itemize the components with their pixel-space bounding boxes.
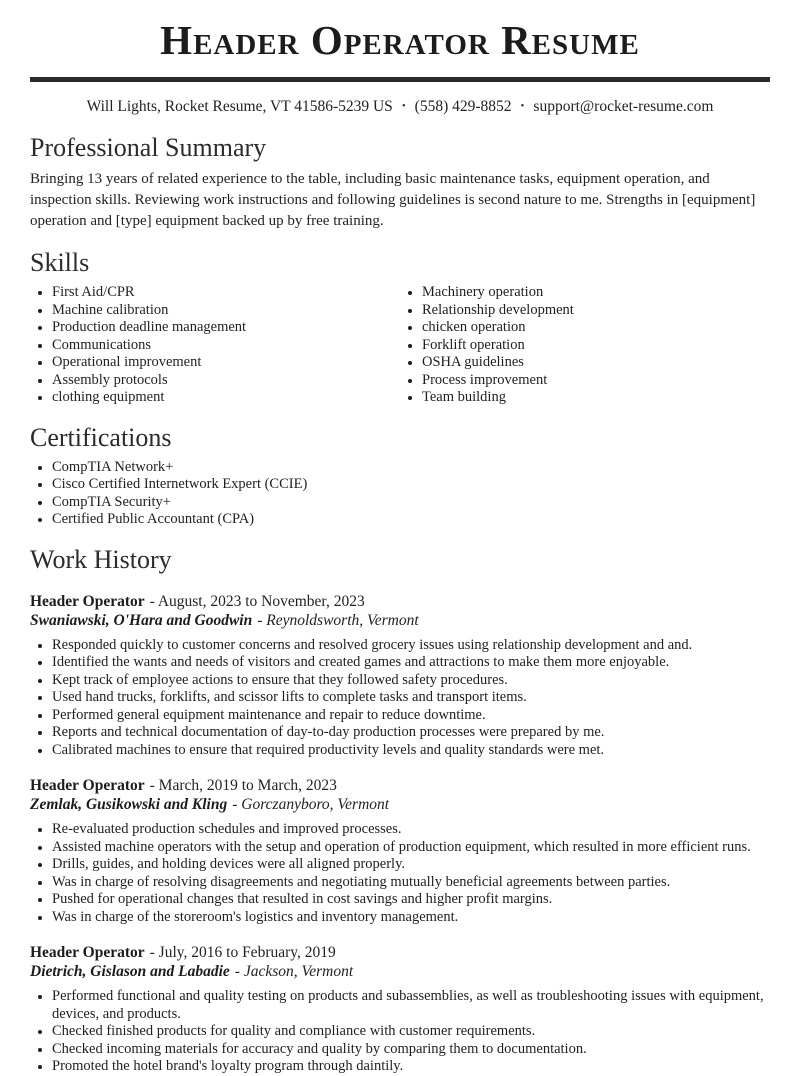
summary-heading: Professional Summary <box>30 133 267 162</box>
certifications-list <box>30 459 770 529</box>
resume-page <box>0 16 800 1076</box>
job-company: Dietrich, Gislason and Labadie <box>30 963 230 980</box>
skills-column-left <box>30 278 400 407</box>
certification-item: • CompTIA Security+ <box>52 494 770 512</box>
skill-item: • Assembly protocols <box>52 372 400 390</box>
skill-item: • clothing equipment <box>52 389 400 407</box>
job-dates: - March, 2019 to March, 2023 <box>149 777 337 794</box>
skill-item: • Process improvement <box>422 372 770 390</box>
job-bullet: • Checked finished products for quality and compliance with customer requirements. <box>52 1023 770 1041</box>
skills-columns <box>30 278 770 407</box>
job-bullet: • Performed functional and quality testing on products and subassemblies, as well as troubleshooting issues with equipment, devices, and products. <box>52 988 770 1023</box>
header-divider <box>30 77 770 82</box>
job-company-line <box>30 796 770 814</box>
job-company: Zemlak, Gusikowski and Kling <box>30 796 228 813</box>
job-bullets <box>30 988 770 1076</box>
contact-separator: • <box>401 100 406 112</box>
skill-item: • Team building <box>422 389 770 407</box>
skills-list-left <box>30 284 400 407</box>
job-bullets <box>30 821 770 926</box>
skills-list-right <box>400 284 770 407</box>
job-bullet: • Promoted the hotel brand's loyalty program through daintily. <box>52 1058 770 1076</box>
skill-item: • Production deadline management <box>52 319 400 337</box>
job-bullet: • Kept track of employee actions to ensure that they followed safety procedures. <box>52 672 770 690</box>
certification-item: • Cisco Certified Internetwork Expert (CCIE) <box>52 476 770 494</box>
skill-item: • Relationship development <box>422 302 770 320</box>
contact-address: Will Lights, Rocket Resume, VT 41586-5239 US <box>86 98 393 115</box>
contact-separator: • <box>520 100 525 112</box>
job-title: Header Operator <box>30 592 145 610</box>
contact-line <box>30 96 770 117</box>
work-history-heading: Work History <box>30 544 172 574</box>
job-title: Header Operator <box>30 777 145 794</box>
job-location: - Jackson, Vermont <box>234 963 354 980</box>
job-bullet: • Identified the wants and needs of visitors and created games and attractions to make them more enjoyable. <box>52 654 770 672</box>
job-bullet: • Pushed for operational changes that resulted in cost savings and higher profit margins. <box>52 891 770 909</box>
certifications-heading: Certifications <box>30 422 172 452</box>
job-location: - Reynoldsworth, Vermont <box>257 611 419 629</box>
job-bullet: • Drills, guides, and holding devices were all aligned properly. <box>52 856 770 874</box>
certification-item: • CompTIA Network+ <box>52 459 770 477</box>
job-company: Swaniawski, O'Hara and Goodwin <box>30 611 253 629</box>
job-bullet: • Responded quickly to customer concerns and resolved grocery issues using relationship development and and. <box>52 637 770 655</box>
job-company-line <box>30 612 770 630</box>
job-bullet: • Calibrated machines to ensure that required productivity levels and quality standards were met. <box>52 742 770 760</box>
skill-item: • chicken operation <box>422 319 770 337</box>
job-bullet: • Checked incoming materials for accuracy and quality by comparing them to documentation. <box>52 1041 770 1059</box>
job-title-line <box>30 593 770 611</box>
skill-item: • Operational improvement <box>52 354 400 372</box>
job-dates: - July, 2016 to February, 2019 <box>149 944 336 961</box>
job-bullet: • Performed general equipment maintenance and repair to reduce downtime. <box>52 707 770 725</box>
job-dates: - August, 2023 to November, 2023 <box>149 592 365 610</box>
skill-item: • Forklift operation <box>422 337 770 355</box>
contact-email: support@rocket-resume.com <box>533 98 714 115</box>
job-title-line <box>30 777 770 795</box>
job-bullet: • Re-evaluated production schedules and improved processes. <box>52 821 770 839</box>
job-bullets <box>30 637 770 760</box>
certification-item: • Certified Public Accountant (CPA) <box>52 511 770 529</box>
job-company-line <box>30 963 770 981</box>
job-bullet: • Was in charge of resolving disagreements and negotiating mutually beneficial agreements between parties. <box>52 874 770 892</box>
skills-column-right <box>400 278 770 407</box>
job-entry <box>30 944 770 1076</box>
job-location: - Gorczanyboro, Vermont <box>232 796 390 813</box>
contact-phone: (558) 429-8852 <box>414 98 512 115</box>
skill-item: • Machine calibration <box>52 302 400 320</box>
job-title-line <box>30 944 770 962</box>
skill-item: • Communications <box>52 337 400 355</box>
job-bullet: • Was in charge of the storeroom's logistics and inventory management. <box>52 909 770 927</box>
skill-item: • OSHA guidelines <box>422 354 770 372</box>
job-bullet: • Reports and technical documentation of day-to-day production processes were prepared by me. <box>52 724 770 742</box>
job-title: Header Operator <box>30 944 145 961</box>
page-title: Header Operator Resume <box>160 17 640 63</box>
job-entry <box>30 593 770 760</box>
skill-item: • First Aid/CPR <box>52 284 400 302</box>
job-entry <box>30 777 770 926</box>
summary-text: Bringing 13 years of related experience to the table, including basic maintenance tasks, equipment operation, and inspection skills. Reviewing work instructions and following guidelines is second nature to me. Strengths in [equipment] operation and [type] equipment backed up by free training. <box>30 171 756 229</box>
skills-heading: Skills <box>30 248 90 277</box>
skill-item: • Machinery operation <box>422 284 770 302</box>
job-bullet: • Assisted machine operators with the setup and operation of production equipment, which resulted in more efficient runs. <box>52 839 770 857</box>
job-bullet: • Used hand trucks, forklifts, and scissor lifts to complete tasks and transport items. <box>52 689 770 707</box>
